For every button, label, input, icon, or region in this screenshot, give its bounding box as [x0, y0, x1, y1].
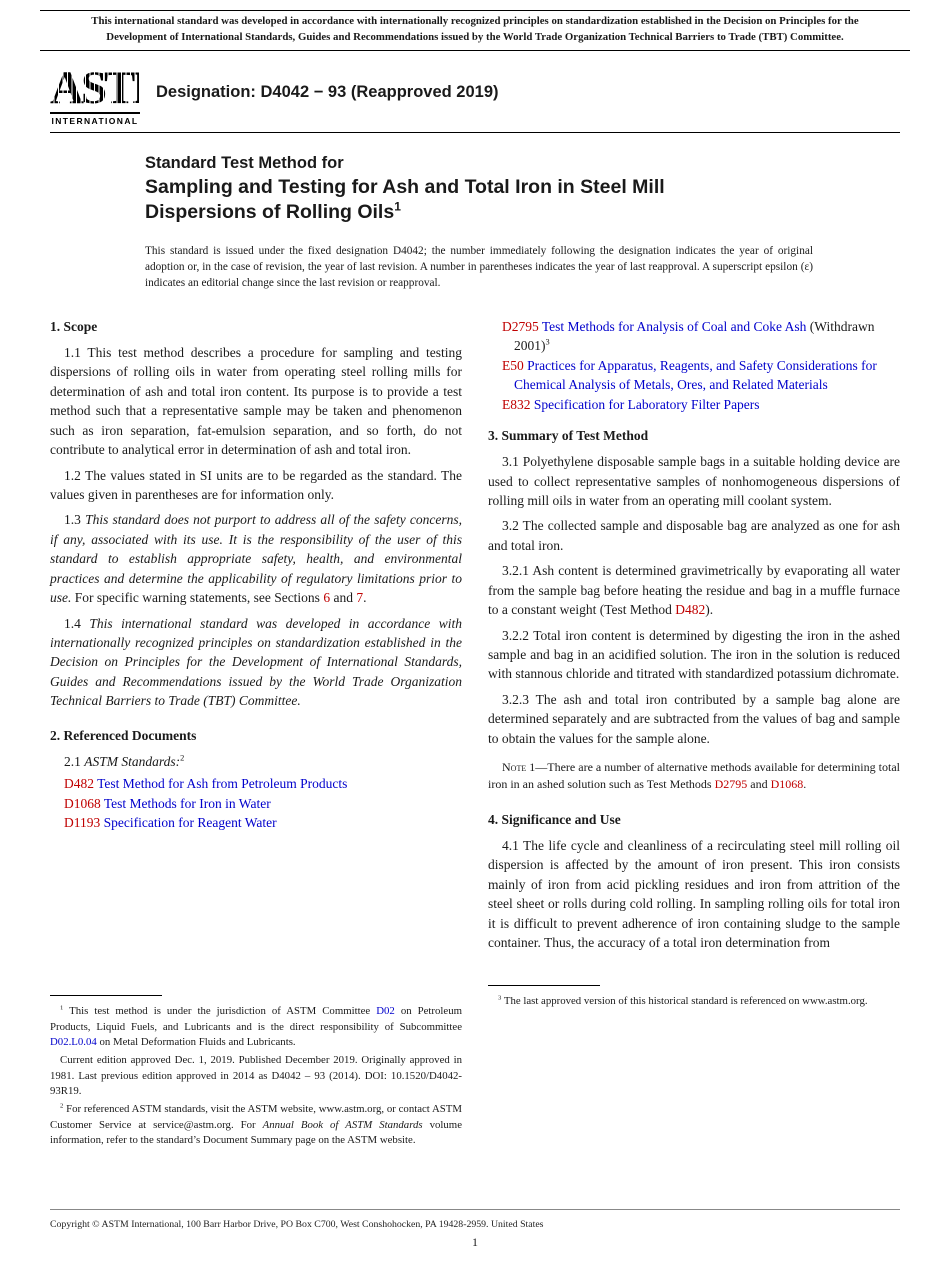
- text-segment: 2: [180, 753, 185, 763]
- standard-ref-link[interactable]: E50: [502, 357, 524, 373]
- left-footnotes: [50, 995, 462, 1151]
- standard-ref-link[interactable]: D1193: [64, 815, 101, 831]
- reference-item-d1068: [50, 794, 462, 813]
- astm-logo-subtitle: INTERNATIONAL: [50, 112, 140, 126]
- text-segment: .: [803, 777, 807, 792]
- text-segment: This international standard was developed in accordance with internationally recognized principles on standardization established in the Decision on Principles for the Development of International Standards, Guides and Recommendations issued by the World Trade Organization Technical Barriers to Trade (TBT) Committee.: [50, 615, 463, 709]
- section-heading-scope: 1. Scope: [50, 318, 98, 334]
- doc-link[interactable]: Test Methods for Analysis of Coal and Coke Ash: [538, 318, 807, 334]
- text-segment: Current edition approved Dec. 1, 2019. Published December 2019. Originally approved in 1981. Last previous edition approved in 2014 as D4042 – 93 (2014). DOI: 10.1520/D4042-93R19.: [50, 1054, 462, 1098]
- text-segment: on Metal Deformation Fluids and Lubricants.: [96, 1036, 296, 1049]
- text-segment: 3.2.3 The ash and total iron contributed by a sample bag alone are determined separately and are subtracted from the values of bag and sample to obtain the values for the sample alone.: [488, 691, 900, 746]
- paragraph-3-1: [488, 452, 900, 510]
- text-segment: 1.3: [64, 512, 86, 528]
- paragraph-2-1: [50, 752, 462, 771]
- doc-link[interactable]: Test Methods for Iron in Water: [100, 795, 271, 811]
- astm-logo-acronym: ASTM: [50, 62, 174, 115]
- text-segment: 1: [60, 1004, 64, 1012]
- standard-ref-link[interactable]: D2795: [502, 318, 539, 334]
- copyright-line: Copyright © ASTM International, 100 Barr Harbor Drive, PO Box C700, West Conshohocken, PA 19428-2959. United States: [50, 1219, 544, 1230]
- paragraph-4-1: [488, 836, 900, 953]
- text-segment: 1.1 This test method describes a procedure for sampling and testing dispersions of rolling oils in water from operating steel rolling mills for determination of ash and total iron content. Its purpose is to provide a test method such that a representative sample may be taken and phenomenon such as iron separation, fat-emulsion separation, and so forth, do not contribute to analytical error in determination of ash and total iron.: [50, 344, 462, 458]
- doc-link[interactable]: D02: [376, 1005, 395, 1018]
- text-segment: 4.1 The life cycle and cleanliness of a recirculating steel mill rolling oil dispersion is affected by the amount of iron present. This iron consists mainly of iron from acid pickling residues and iron from attrition of the steel sheet or rolls during cold rolling. In sampling rolling oils for total iron it is difficult to prevent adherence of iron containing sludge to the sample container. Thus, the accuracy of a total iron determination from: [488, 837, 900, 951]
- standard-ref-link[interactable]: 6: [323, 590, 331, 606]
- doc-link[interactable]: D02.L0.04: [50, 1036, 97, 1049]
- left-column: [50, 317, 462, 1151]
- text-segment: The last approved version of this historical standard is referenced on www.astm.org.: [501, 995, 868, 1008]
- section-heading-referenced-documents: 2. Referenced Documents: [50, 727, 197, 743]
- text-segment: This standard does not purport to address all of the safety concerns, if any, associated with its use. It is the responsibility of the user of this standard to establish appropriate safety, health, and environmental practices and determine the applicability of regulatory limitations prior to use.: [50, 512, 462, 606]
- title-block: [145, 153, 900, 226]
- footnote-separator: [488, 985, 600, 986]
- doc-link[interactable]: Specification for Reagent Water: [100, 815, 277, 831]
- paragraph-3-2-3: [488, 690, 900, 748]
- text-segment: For referenced ASTM standards, visit the ASTM website, www.astm.org, or contact ASTM Customer Service at service@astm.org. For: [50, 1103, 462, 1131]
- section-heading-summary: 3. Summary of Test Method: [488, 428, 649, 444]
- text-segment: volume information, refer to the standard’s Document Summary page on the ASTM website.: [50, 1118, 462, 1147]
- reference-item-d2795: [488, 317, 900, 356]
- right-footnotes: [488, 985, 900, 1012]
- doc-link[interactable]: Test Method for Ash from Petroleum Products: [94, 776, 348, 792]
- title-footnote-ref[interactable]: 1: [394, 199, 401, 214]
- standard-ref-link[interactable]: D2795: [714, 777, 748, 792]
- right-column: [488, 317, 900, 1151]
- text-segment: 1.4: [64, 615, 90, 631]
- paragraph-3-2: [488, 516, 900, 555]
- astm-logo: [50, 62, 174, 126]
- paragraph-1-4: [50, 614, 462, 711]
- header: [50, 62, 900, 126]
- doc-link[interactable]: Specification for Laboratory Filter Papers: [530, 396, 760, 412]
- text-segment: This test method is under the jurisdiction of ASTM Committee: [63, 1005, 377, 1018]
- text-segment: on Petroleum Products, Liquid Fuels, and Lubricants and is the direct responsibility of Subcommittee: [50, 1005, 462, 1033]
- footnote-1: [50, 1004, 462, 1051]
- document-title: [145, 175, 765, 226]
- standard-ref-link[interactable]: D1068: [64, 795, 101, 811]
- text-segment: There are a number of alternative methods available for determining total iron in an ashed solution such as Test Methods: [488, 760, 900, 792]
- footnote-1-continued: [50, 1053, 462, 1100]
- standard-ref-link[interactable]: 7: [356, 590, 364, 606]
- standard-ref-link[interactable]: D1068: [770, 777, 804, 792]
- text-segment: 3.2.1 Ash content is determined gravimetrically by evaporating all water from the sample bag before heating the residue and bag in a muffle furnace to a constant weight (Test Method: [488, 563, 900, 618]
- footnote-2: [50, 1102, 462, 1149]
- header-divider: [50, 132, 900, 133]
- text-segment: 1.2 The values stated in SI units are to be regarded as the standard. The values given in parentheses are for information only.: [50, 467, 462, 502]
- text-segment: .: [363, 590, 367, 606]
- text-segment: ).: [705, 602, 714, 618]
- doc-link[interactable]: Practices for Apparatus, Reagents, and Safety Considerations for Chemical Analysis of Metals, Ores, and Related Materials: [514, 357, 877, 393]
- section-heading-significance: 4. Significance and Use: [488, 811, 621, 827]
- paragraph-1-2: [50, 466, 462, 505]
- text-segment: For specific warning statements, see Sections: [71, 590, 324, 606]
- text-segment: Note 1—: [502, 760, 548, 775]
- text-segment: and: [330, 590, 357, 606]
- text-segment: 2.1: [64, 753, 85, 769]
- reference-item-e832: [488, 395, 900, 414]
- text-segment: 2: [60, 1102, 64, 1110]
- reference-item-d482: [50, 774, 462, 793]
- page-number: 1: [472, 1235, 478, 1249]
- page-footer: [50, 1209, 900, 1230]
- reference-item-d1193: [50, 813, 462, 832]
- two-column-body: [50, 317, 900, 1151]
- standard-ref-link[interactable]: D482: [64, 776, 94, 792]
- issuance-note: This standard is issued under the fixed designation D4042; the number immediately following the designation indicates the year of original adoption or, in the case of revision, the year of last revision. A number in parentheses indicates the year of last reapproval. A superscript epsilon (ε) indicates an editorial change since the last revision or reapproval.: [145, 244, 813, 289]
- text-segment: 3.2.2 Total iron content is determined by digesting the iron in the ashed sample and bag in an acidified solution. The iron in the solution is reduced with stannous chloride and titrated with standardized potassium dichromate.: [488, 627, 900, 682]
- document-title-text: Sampling and Testing for Ash and Total Iron in Steel Mill Dispersions of Rolling Oils: [145, 176, 665, 224]
- text-segment: 3: [545, 337, 550, 347]
- text-segment: Annual Book of ASTM Standards: [262, 1118, 423, 1131]
- text-segment: and: [747, 777, 771, 792]
- standard-ref-link[interactable]: D482: [675, 602, 706, 618]
- text-segment: 3: [498, 994, 502, 1002]
- footnote-separator: [50, 995, 162, 996]
- text-segment: 3.2 The collected sample and disposable bag are analyzed as one for ash and total iron.: [488, 518, 900, 553]
- paragraph-3-2-1: [488, 561, 900, 619]
- reference-item-e50: [488, 356, 900, 395]
- top-notice: This international standard was developed in accordance with internationally recognized principles on standardization established in the Decision on Principles for the Development of International Standards, Guides and Recommendations issued by the World Trade Organization Technical Barriers to Trade (TBT) Committee.: [40, 10, 910, 51]
- title-kicker: Standard Test Method for: [145, 153, 344, 172]
- paragraph-1-1: [50, 343, 462, 460]
- text-segment: (Withdrawn 2001): [514, 318, 875, 354]
- note-1: [488, 759, 900, 793]
- text-segment: ASTM Standards:: [84, 753, 181, 769]
- text-segment: 3.1 Polyethylene disposable sample bags in a suitable holding device are used to collect representative samples of nonhomogeneous dispersions of rolling mill oils in water from an operating mill coolant system.: [488, 454, 900, 508]
- standard-ref-link[interactable]: E832: [502, 396, 531, 412]
- designation-line: Designation: D4042 − 93 (Reapproved 2019): [156, 83, 499, 102]
- paragraph-3-2-2: [488, 626, 900, 684]
- footnote-3: [488, 994, 900, 1010]
- paragraph-1-3: [50, 510, 462, 607]
